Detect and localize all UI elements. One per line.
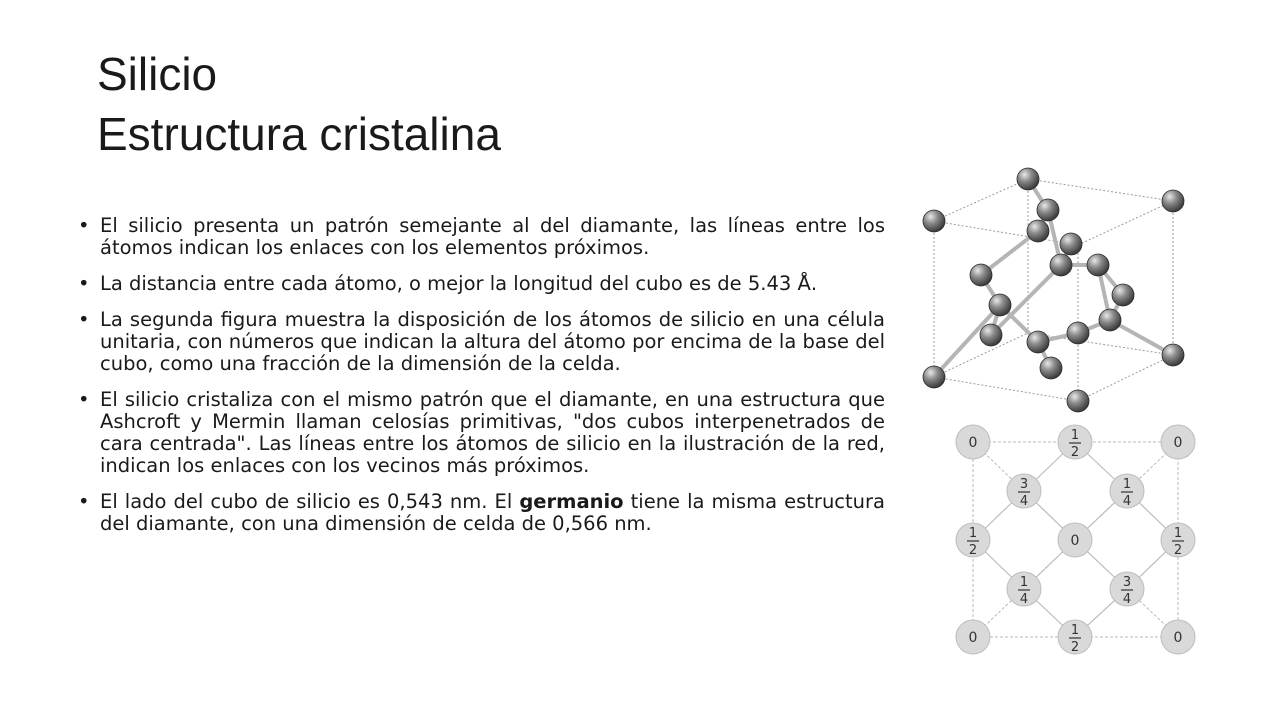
fraction-denominator: 2 xyxy=(1173,543,1183,558)
projection-atom xyxy=(956,425,990,459)
fraction-numerator: 1 xyxy=(1070,428,1080,443)
slide-title xyxy=(97,44,501,164)
projection-atom xyxy=(1007,572,1041,607)
atom xyxy=(1162,344,1184,366)
projection-atom xyxy=(956,523,990,558)
fraction-denominator: 2 xyxy=(1070,640,1080,655)
fraction-numerator: 1 xyxy=(1070,623,1080,638)
bullet-text-before: El lado del cubo de silicio es 0,543 nm. El xyxy=(100,490,520,513)
atom xyxy=(1040,357,1062,379)
bullet-text: El silicio presenta un patrón semejante al del diamante, las líneas entre los átomos indican los enlaces con los elementos próximos. xyxy=(100,214,885,259)
atom xyxy=(923,210,945,232)
projection-atom xyxy=(956,620,990,654)
atom xyxy=(980,324,1002,346)
bullet-item xyxy=(100,273,885,295)
title-line-2: Estructura cristalina xyxy=(97,108,501,160)
atom xyxy=(1162,190,1184,212)
bullet-item xyxy=(100,309,885,375)
atom xyxy=(1037,199,1059,221)
projection-atom xyxy=(1058,620,1092,655)
bullet-item xyxy=(100,215,885,259)
atoms xyxy=(923,168,1184,412)
atom xyxy=(1112,284,1134,306)
projection-atom xyxy=(1007,474,1041,509)
fraction-denominator: 4 xyxy=(1019,592,1029,607)
atom xyxy=(1060,233,1082,255)
bullet-text: El silicio cristaliza con el mismo patrón que el diamante, en una estructura que Ashcroft y Mermin llaman celosías primitivas, "dos cubos interpenetrados de cara centrada". Las líneas entre los átomos de silicio en la ilustración de la red, indican los enlaces con los vecinos más próximos. xyxy=(100,388,885,477)
height-label: 0 xyxy=(1173,630,1183,646)
height-label: 0 xyxy=(1070,533,1080,549)
fraction-numerator: 1 xyxy=(1173,526,1183,541)
bullet-text: La distancia entre cada átomo, o mejor la longitud del cubo es de 5.43 Å. xyxy=(100,272,818,295)
projection-atom xyxy=(1058,425,1092,460)
unit-cell-projection-figure xyxy=(955,422,1200,662)
crystal-cube-figure xyxy=(918,165,1198,415)
fraction-numerator: 3 xyxy=(1019,477,1029,492)
atom xyxy=(1067,322,1089,344)
projection-atom xyxy=(1058,523,1092,557)
fraction-denominator: 2 xyxy=(968,543,978,558)
bullet-item xyxy=(100,491,885,535)
atom xyxy=(1027,220,1049,242)
atom xyxy=(1027,331,1049,353)
projection-atom xyxy=(1110,474,1144,509)
bullet-text: La segunda figura muestra la disposición de los átomos de silicio en una célula unitaria, con números que indican la altura del átomo por encima de la base del cubo, como una fracción de la dimensión de la celda. xyxy=(100,308,885,375)
atom xyxy=(1017,168,1039,190)
projection-atom xyxy=(1161,523,1195,558)
height-label: 0 xyxy=(968,630,978,646)
fraction-denominator: 4 xyxy=(1019,494,1029,509)
fraction-numerator: 1 xyxy=(1122,477,1132,492)
bullet-item xyxy=(100,389,885,477)
fraction-numerator: 3 xyxy=(1122,575,1132,590)
atom xyxy=(989,294,1011,316)
fraction-numerator: 1 xyxy=(1019,575,1029,590)
projection-atom xyxy=(1110,572,1144,607)
fraction-denominator: 2 xyxy=(1070,445,1080,460)
bullet-list xyxy=(100,215,885,549)
fraction-numerator: 1 xyxy=(968,526,978,541)
atom xyxy=(923,366,945,388)
title-line-1: Silicio xyxy=(97,48,218,100)
height-label: 0 xyxy=(1173,435,1183,451)
atom xyxy=(970,264,992,286)
atom xyxy=(1087,254,1109,276)
atom xyxy=(1099,309,1121,331)
bullet-text-after: tiene la misma estructura del diamante, con una dimensión de celda de 0,566 nm. xyxy=(100,490,885,535)
projection-atom xyxy=(1161,620,1195,654)
atom xyxy=(1067,390,1089,412)
fraction-denominator: 4 xyxy=(1122,494,1132,509)
projection-atom xyxy=(1161,425,1195,459)
atom xyxy=(1050,254,1072,276)
bold-term-germanio: germanio xyxy=(519,490,624,513)
fraction-denominator: 4 xyxy=(1122,592,1132,607)
height-label: 0 xyxy=(968,435,978,451)
